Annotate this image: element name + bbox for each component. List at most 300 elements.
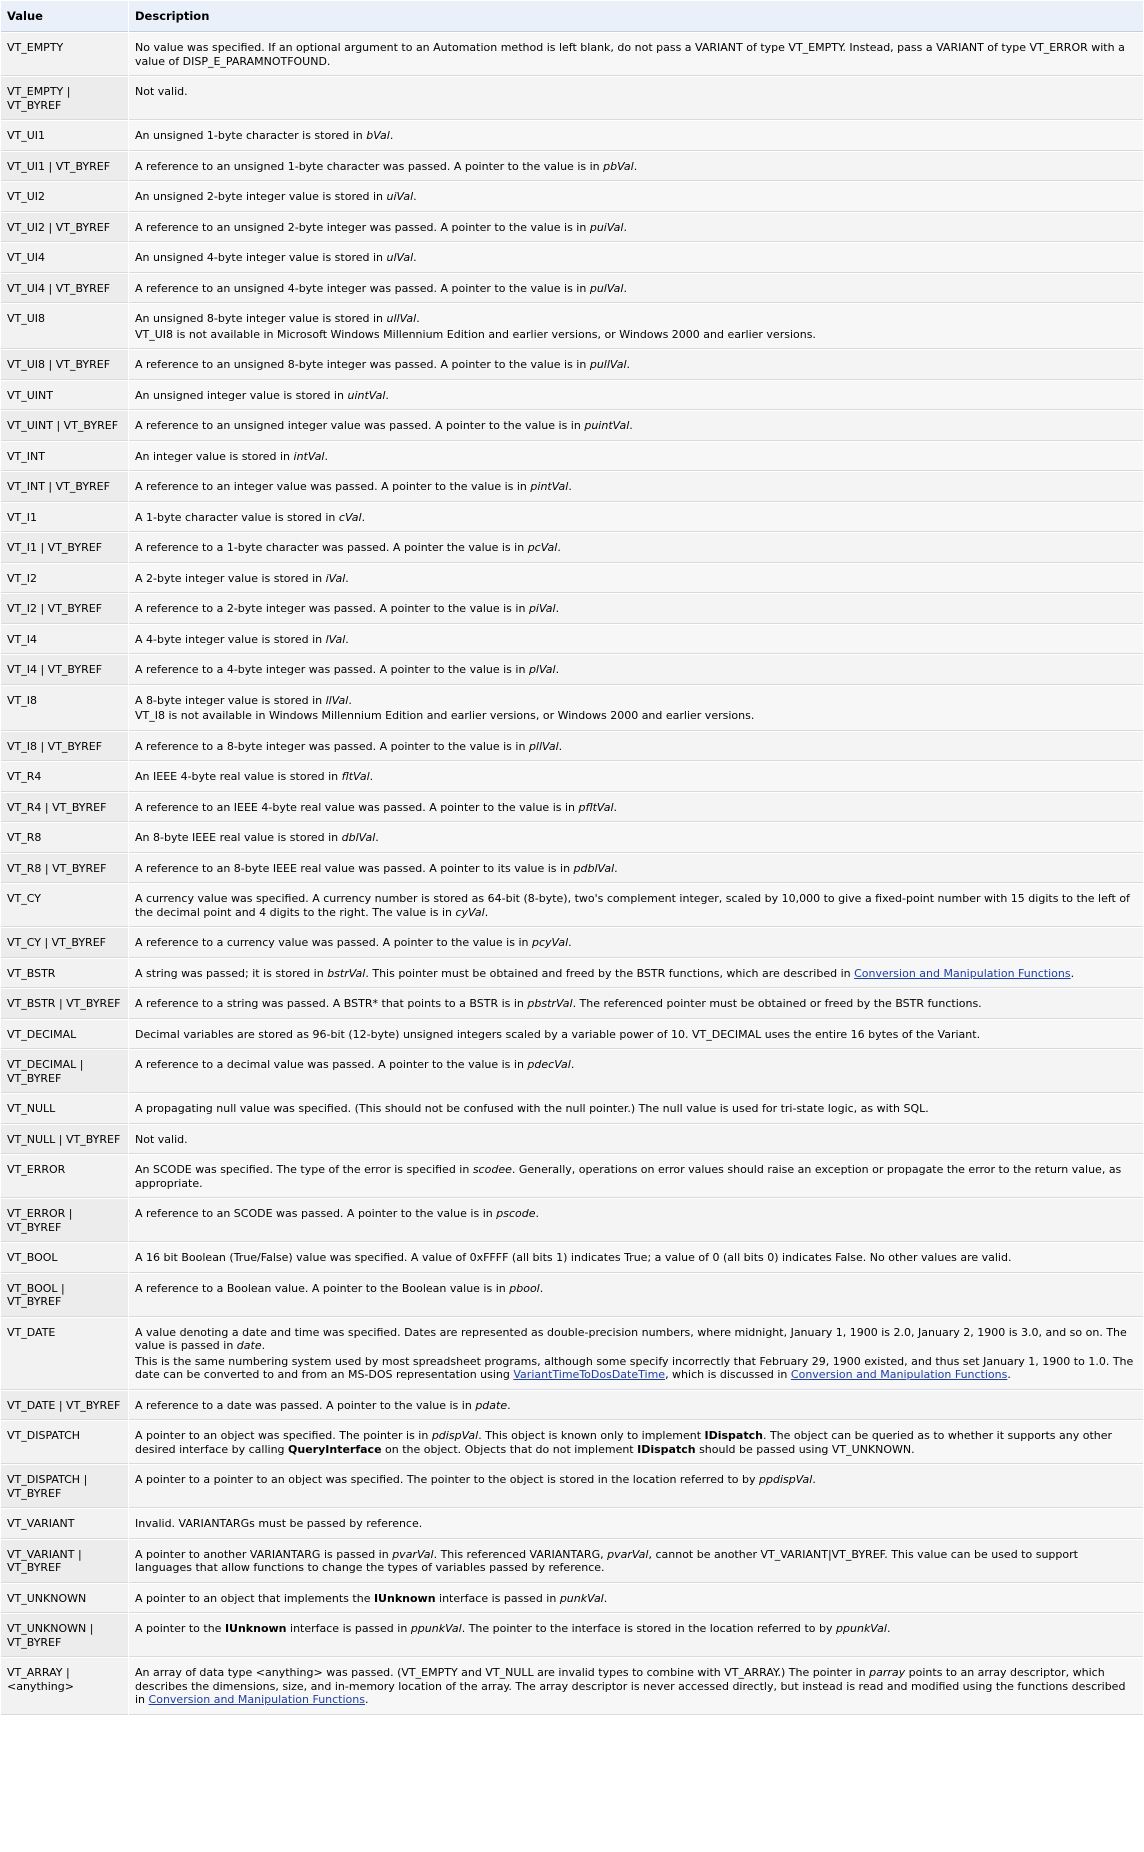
description-text: . bbox=[369, 770, 374, 783]
description-cell bbox=[129, 350, 1143, 380]
table-row bbox=[1, 503, 1143, 533]
description-text: . bbox=[626, 358, 631, 371]
value-cell: VT_NULL | VT_BYREF bbox=[1, 1125, 128, 1155]
description-text: An unsigned 1-byte character is stored in bbox=[135, 129, 367, 142]
description-text: . bbox=[568, 480, 572, 493]
field-name: pintVal bbox=[530, 480, 569, 493]
table-row bbox=[1, 732, 1143, 762]
description-text: . bbox=[558, 739, 563, 753]
description-text: . bbox=[345, 632, 349, 646]
description-text: . bbox=[623, 220, 627, 234]
field-name: pdecVal bbox=[527, 1058, 571, 1071]
field-name: iVal bbox=[325, 571, 346, 585]
description-text: . bbox=[555, 602, 560, 615]
field-name: lVal bbox=[325, 632, 346, 646]
value-cell: VT_UINT bbox=[1, 381, 128, 411]
table-row bbox=[1, 33, 1143, 76]
table-row bbox=[1, 959, 1143, 989]
table-row bbox=[1, 1155, 1143, 1198]
value-cell: VT_ERROR | VT_BYREF bbox=[1, 1199, 128, 1242]
value-cell: VT_UI1 bbox=[1, 121, 128, 151]
description-text: . bbox=[633, 159, 638, 173]
field-name: ullVal bbox=[386, 312, 417, 325]
table-row bbox=[1, 1125, 1143, 1155]
description-text: A 1-byte character value is stored in bbox=[135, 510, 339, 524]
table-row bbox=[1, 1243, 1143, 1273]
description-text: . bbox=[603, 1591, 608, 1605]
description-text: . bbox=[261, 1339, 266, 1352]
value-cell: VT_BOOL bbox=[1, 1243, 128, 1273]
table-row bbox=[1, 152, 1143, 182]
description-text: An unsigned 8-byte integer value is stored in bbox=[135, 312, 387, 325]
description-text: A reference to an unsigned 1-byte character was passed. A pointer to the value is in bbox=[135, 159, 604, 173]
table-row bbox=[1, 686, 1143, 731]
description-cell bbox=[129, 1020, 1143, 1050]
value-cell: VT_UI8 | VT_BYREF bbox=[1, 350, 128, 380]
reference-link[interactable]: VariantTimeToDosDateTime bbox=[513, 1368, 666, 1381]
field-name: plVal bbox=[528, 663, 556, 676]
value-cell: VT_EMPTY bbox=[1, 33, 128, 76]
value-cell: VT_R8 | VT_BYREF bbox=[1, 854, 128, 884]
description-text: An SCODE was specified. The type of the error is specified in bbox=[135, 1163, 473, 1176]
field-name: pbstrVal bbox=[527, 997, 573, 1010]
table-row bbox=[1, 655, 1143, 685]
field-name: pvarVal bbox=[607, 1547, 649, 1561]
description-text: . This pointer must be obtained and freed by the BSTR functions, which are described in bbox=[365, 966, 855, 980]
description-text: A pointer to an object that implements the bbox=[135, 1591, 374, 1605]
description-text: This is the same numbering system used by most spreadsheet programs, although some specify incorrectly that February 29, 1900 existed, and thus set January 1, 1900 to 1.0. The date can be converted to and from an MS-DOS representation using bbox=[135, 1354, 1134, 1381]
description-text: A reference to an IEEE 4-byte real value was passed. A pointer to the value is in bbox=[135, 800, 579, 814]
description-text: . bbox=[413, 190, 417, 203]
description-text: . bbox=[365, 1693, 369, 1706]
reference-link[interactable]: Conversion and Manipulation Functions bbox=[854, 966, 1071, 980]
reference-link[interactable]: Conversion and Manipulation Functions bbox=[790, 1368, 1008, 1381]
description-text: A reference to a 1-byte character was passed. A pointer the value is in bbox=[135, 541, 528, 554]
value-cell: VT_DATE | VT_BYREF bbox=[1, 1391, 128, 1421]
table-row bbox=[1, 381, 1143, 411]
description-cell bbox=[129, 1274, 1143, 1317]
description-cell bbox=[129, 655, 1143, 685]
table-row bbox=[1, 121, 1143, 151]
description-text: A reference to a currency value was passed. A pointer to the value is in bbox=[135, 936, 532, 949]
description-text: A string was passed; it is stored in bbox=[135, 966, 328, 980]
description-cell bbox=[129, 884, 1143, 927]
value-cell: VT_VARIANT | VT_BYREF bbox=[1, 1540, 128, 1583]
description-text: A 16 bit Boolean (True/False) value was specified. A value of 0xFFFF (all bits 1) indicates True; a value of 0 (all bits 0) indicates False. No other values are valid. bbox=[135, 1251, 1012, 1264]
description-text: points to an array descriptor, which describes the dimensions, size, and in-memory location of the array. The array descriptor is never accessed directly, but instead is read and modified using the functions described in bbox=[135, 1666, 1126, 1706]
table-header-row bbox=[1, 1, 1143, 32]
description-text: A reference to an SCODE was passed. A pointer to the value is in bbox=[135, 1207, 497, 1220]
description-text: , which is discussed in bbox=[665, 1368, 791, 1381]
description-cell bbox=[129, 1614, 1143, 1657]
table-row bbox=[1, 564, 1143, 594]
description-cell bbox=[129, 1318, 1143, 1390]
description-cell bbox=[129, 1421, 1143, 1464]
description-text: . bbox=[555, 663, 560, 676]
field-name: pdispVal bbox=[431, 1429, 479, 1442]
table-row bbox=[1, 1465, 1143, 1508]
description-text: . bbox=[535, 1207, 539, 1220]
table-body bbox=[1, 33, 1143, 1715]
description-text: A reference to a string was passed. A BSTR* that points to a BSTR is in bbox=[135, 997, 528, 1010]
description-text: An unsigned 4-byte integer value is stored in bbox=[135, 251, 387, 264]
description-paragraph bbox=[135, 709, 1137, 723]
field-name: bstrVal bbox=[327, 966, 366, 980]
field-name: llVal bbox=[325, 693, 349, 707]
description-text: . bbox=[812, 1473, 816, 1486]
description-cell bbox=[129, 411, 1143, 441]
table-row bbox=[1, 304, 1143, 349]
table-row bbox=[1, 213, 1143, 243]
field-name: scodee bbox=[472, 1163, 512, 1176]
description-text: A reference to an 8-byte IEEE real value was passed. A pointer to its value is in bbox=[135, 861, 574, 875]
table-row bbox=[1, 1050, 1143, 1093]
description-cell bbox=[129, 854, 1143, 884]
table-row bbox=[1, 442, 1143, 472]
value-cell: VT_I4 bbox=[1, 625, 128, 655]
value-cell: VT_I8 | VT_BYREF bbox=[1, 732, 128, 762]
description-text: . bbox=[1070, 966, 1075, 980]
description-cell bbox=[129, 472, 1143, 502]
field-name: ulVal bbox=[386, 251, 414, 264]
description-text: Not valid. bbox=[135, 85, 188, 98]
description-cell bbox=[129, 213, 1143, 243]
description-cell bbox=[129, 686, 1143, 731]
description-text: . bbox=[385, 388, 389, 402]
value-cell: VT_UI8 bbox=[1, 304, 128, 349]
description-text: . bbox=[389, 129, 394, 142]
table-row bbox=[1, 989, 1143, 1019]
description-text: . bbox=[629, 419, 633, 432]
value-cell: VT_R4 bbox=[1, 762, 128, 792]
description-text: A pointer to another VARIANTARG is passed in bbox=[135, 1547, 393, 1561]
field-name: pdate bbox=[475, 1398, 508, 1412]
field-name: pbVal bbox=[603, 159, 634, 173]
value-cell: VT_DECIMAL bbox=[1, 1020, 128, 1050]
description-text: A reference to a 4-byte integer was passed. A pointer to the value is in bbox=[135, 663, 529, 676]
description-text: An IEEE 4-byte real value is stored in bbox=[135, 770, 342, 783]
table-row bbox=[1, 1540, 1143, 1583]
description-cell bbox=[129, 823, 1143, 853]
description-text: . bbox=[348, 693, 352, 707]
field-name: pscode bbox=[496, 1207, 536, 1220]
table-row bbox=[1, 1094, 1143, 1124]
table-row bbox=[1, 928, 1143, 958]
description-cell bbox=[129, 564, 1143, 594]
description-text: . This referenced VARIANTARG, bbox=[433, 1547, 608, 1561]
value-cell: VT_UI4 bbox=[1, 243, 128, 273]
table-row bbox=[1, 854, 1143, 884]
description-text: . bbox=[361, 510, 366, 524]
value-cell: VT_VARIANT bbox=[1, 1509, 128, 1539]
description-text: A reference to an unsigned 8-byte integer was passed. A pointer to the value is in bbox=[135, 358, 590, 371]
description-text: Decimal variables are stored as 96-bit (12-byte) unsigned integers scaled by a variable power of 10. VT_DECIMAL uses the entire 16 bytes of the Variant. bbox=[135, 1027, 981, 1041]
description-text: . bbox=[416, 312, 420, 325]
description-cell bbox=[129, 1465, 1143, 1508]
description-text: A reference to an integer value was passed. A pointer to the value is in bbox=[135, 480, 531, 493]
field-name: pullVal bbox=[589, 358, 627, 371]
description-cell bbox=[129, 243, 1143, 273]
description-text: A 4-byte integer value is stored in bbox=[135, 632, 326, 646]
description-text: . bbox=[557, 541, 561, 554]
field-name: cVal bbox=[338, 510, 362, 524]
field-name: uintVal bbox=[347, 388, 386, 402]
description-text: A pointer to an object was specified. The pointer is in bbox=[135, 1429, 432, 1442]
value-cell: VT_DISPATCH | VT_BYREF bbox=[1, 1465, 128, 1508]
description-text: . bbox=[1007, 1368, 1011, 1381]
value-cell: VT_ARRAY | <anything> bbox=[1, 1658, 128, 1715]
description-text: . bbox=[375, 831, 379, 844]
interface-name: IDispatch bbox=[637, 1442, 696, 1456]
value-cell: VT_BSTR bbox=[1, 959, 128, 989]
value-cell: VT_CY bbox=[1, 884, 128, 927]
description-cell bbox=[129, 1155, 1143, 1198]
field-name: parray bbox=[869, 1666, 906, 1679]
description-text: . The pointer to the interface is stored in the location referred to by bbox=[461, 1622, 837, 1635]
description-text: . This object is known only to implement bbox=[478, 1429, 705, 1442]
description-text: . bbox=[507, 1398, 511, 1412]
table-row bbox=[1, 533, 1143, 563]
field-name: ppunkVal bbox=[410, 1622, 462, 1635]
description-cell bbox=[129, 732, 1143, 762]
description-text: . bbox=[413, 251, 417, 264]
value-cell: VT_R4 | VT_BYREF bbox=[1, 793, 128, 823]
description-text: interface is passed in bbox=[286, 1622, 411, 1635]
field-name: dblVal bbox=[341, 831, 376, 844]
value-cell: VT_INT bbox=[1, 442, 128, 472]
value-cell: VT_I2 bbox=[1, 564, 128, 594]
description-cell bbox=[129, 1243, 1143, 1273]
description-text: No value was specified. If an optional argument to an Automation method is left blank, do not pass a VARIANT of type VT_EMPTY. Instead, pass a VARIANT of type VT_ERROR with a value of DISP_E_PARAMNOTFOUND. bbox=[135, 41, 1125, 68]
reference-link[interactable]: Conversion and Manipulation Functions bbox=[148, 1693, 365, 1706]
field-name: pulVal bbox=[589, 281, 624, 295]
description-text: . The referenced pointer must be obtained or freed by the BSTR functions. bbox=[572, 997, 982, 1010]
description-text: . bbox=[568, 936, 572, 949]
value-cell: VT_R8 bbox=[1, 823, 128, 853]
description-text: . bbox=[623, 281, 627, 295]
value-cell: VT_NULL bbox=[1, 1094, 128, 1124]
value-cell: VT_DATE bbox=[1, 1318, 128, 1390]
table-row bbox=[1, 274, 1143, 304]
description-text: An unsigned 2-byte integer value is stored in bbox=[135, 190, 387, 203]
value-cell: VT_I4 | VT_BYREF bbox=[1, 655, 128, 685]
description-text: An integer value is stored in bbox=[135, 449, 294, 463]
description-cell bbox=[129, 625, 1143, 655]
description-cell bbox=[129, 381, 1143, 411]
table-row bbox=[1, 1199, 1143, 1242]
description-column-header: Description bbox=[129, 1, 1143, 32]
table-row bbox=[1, 884, 1143, 927]
description-cell bbox=[129, 121, 1143, 151]
description-text: A 8-byte integer value is stored in bbox=[135, 693, 326, 707]
value-cell: VT_UINT | VT_BYREF bbox=[1, 411, 128, 441]
description-cell bbox=[129, 1125, 1143, 1155]
description-text: . bbox=[570, 1058, 575, 1071]
description-text: Invalid. VARIANTARGs must be passed by reference. bbox=[135, 1517, 423, 1530]
description-cell bbox=[129, 533, 1143, 563]
table-row bbox=[1, 411, 1143, 441]
value-cell: VT_EMPTY | VT_BYREF bbox=[1, 77, 128, 120]
table-row bbox=[1, 77, 1143, 120]
table-row bbox=[1, 1584, 1143, 1614]
value-cell: VT_I1 | VT_BYREF bbox=[1, 533, 128, 563]
description-text: on the object. Objects that do not implement bbox=[381, 1442, 638, 1456]
table-row bbox=[1, 1318, 1143, 1390]
description-text: . bbox=[614, 861, 618, 875]
table-row bbox=[1, 472, 1143, 502]
table-row bbox=[1, 793, 1143, 823]
table-row bbox=[1, 625, 1143, 655]
description-text: . bbox=[345, 571, 349, 585]
table-row bbox=[1, 1509, 1143, 1539]
value-cell: VT_UI1 | VT_BYREF bbox=[1, 152, 128, 182]
field-name: fltVal bbox=[341, 770, 370, 783]
description-text: VT_UI8 is not available in Microsoft Windows Millennium Edition and earlier versions, or Windows 2000 and earlier versions. bbox=[135, 327, 816, 341]
field-name: pfltVal bbox=[578, 800, 614, 814]
description-paragraph bbox=[135, 1355, 1137, 1382]
field-name: intVal bbox=[293, 449, 325, 463]
description-cell bbox=[129, 304, 1143, 349]
table-row bbox=[1, 1421, 1143, 1464]
value-cell: VT_UNKNOWN | VT_BYREF bbox=[1, 1614, 128, 1657]
value-cell: VT_UNKNOWN bbox=[1, 1584, 128, 1614]
interface-name: IDispatch bbox=[704, 1429, 763, 1442]
description-text: A reference to a 8-byte integer was passed. A pointer to the value is in bbox=[135, 739, 529, 753]
description-cell bbox=[129, 762, 1143, 792]
description-cell bbox=[129, 1584, 1143, 1614]
value-cell: VT_I8 bbox=[1, 686, 128, 731]
value-cell: VT_INT | VT_BYREF bbox=[1, 472, 128, 502]
field-name: pcyVal bbox=[531, 936, 569, 949]
value-column-header: Value bbox=[1, 1, 128, 32]
field-name: puiVal bbox=[589, 220, 624, 234]
description-text: . bbox=[613, 800, 618, 814]
value-cell: VT_I2 | VT_BYREF bbox=[1, 594, 128, 624]
field-name: piVal bbox=[528, 602, 556, 615]
description-text: An 8-byte IEEE real value is stored in bbox=[135, 831, 342, 844]
description-text: A reference to an unsigned integer value was passed. A pointer to the value is in bbox=[135, 419, 585, 432]
description-cell bbox=[129, 1094, 1143, 1124]
table-row bbox=[1, 1391, 1143, 1421]
description-cell bbox=[129, 594, 1143, 624]
field-name: cyVal bbox=[455, 905, 485, 919]
interface-name: IUnknown bbox=[224, 1622, 287, 1635]
value-cell: VT_CY | VT_BYREF bbox=[1, 928, 128, 958]
description-cell bbox=[129, 928, 1143, 958]
field-name: puintVal bbox=[584, 419, 630, 432]
description-text: A reference to an unsigned 4-byte integer was passed. A pointer to the value is in bbox=[135, 281, 590, 295]
description-text: . bbox=[324, 449, 328, 463]
table-row bbox=[1, 594, 1143, 624]
description-text: A reference to an unsigned 2-byte integer was passed. A pointer to the value is in bbox=[135, 220, 590, 234]
value-cell: VT_UI2 | VT_BYREF bbox=[1, 213, 128, 243]
description-text: A reference to a Boolean value. A pointer to the Boolean value is in bbox=[135, 1281, 510, 1295]
value-cell: VT_DISPATCH bbox=[1, 1421, 128, 1464]
description-text: . Generally, operations on error values should raise an exception or propagate the error to the return value, as appropriate. bbox=[135, 1163, 1122, 1190]
description-cell bbox=[129, 1199, 1143, 1242]
field-name: pcVal bbox=[527, 541, 558, 554]
description-text: A currency value was specified. A currency number is stored as 64-bit (8-byte), two's complement integer, scaled by 10,000 to give a fixed-point number with 15 digits to the left of the decimal point and 4 digits to the right. The value is in bbox=[135, 892, 1130, 919]
table-row bbox=[1, 1614, 1143, 1657]
description-cell bbox=[129, 1050, 1143, 1093]
field-name: pvarVal bbox=[392, 1547, 434, 1561]
description-text: An array of data type <anything> was passed. (VT_EMPTY and VT_NULL are invalid types to combine with VT_ARRAY.) The pointer in bbox=[135, 1666, 870, 1679]
value-cell: VT_UI4 | VT_BYREF bbox=[1, 274, 128, 304]
description-cell bbox=[129, 274, 1143, 304]
description-text: A propagating null value was specified. (This should not be confused with the null pointer.) The null value is used for tri-state logic, as with SQL. bbox=[135, 1102, 929, 1115]
field-name: bVal bbox=[366, 129, 390, 142]
description-cell bbox=[129, 182, 1143, 212]
description-text: interface is passed in bbox=[435, 1591, 560, 1605]
description-cell bbox=[129, 33, 1143, 76]
table-row bbox=[1, 1658, 1143, 1715]
description-text: . bbox=[484, 905, 489, 919]
field-name: punkVal bbox=[559, 1591, 604, 1605]
description-cell bbox=[129, 152, 1143, 182]
description-cell bbox=[129, 503, 1143, 533]
field-name: pbool bbox=[509, 1281, 540, 1295]
table-row bbox=[1, 1274, 1143, 1317]
description-text: A reference to a 2-byte integer was passed. A pointer to the value is in bbox=[135, 602, 529, 615]
description-text: A pointer to a pointer to an object was specified. The pointer to the object is stored in the location referred to by bbox=[135, 1473, 759, 1486]
description-text: should be passed using VT_UNKNOWN. bbox=[695, 1442, 915, 1456]
table-row bbox=[1, 1020, 1143, 1050]
description-paragraph bbox=[135, 328, 1137, 342]
description-cell bbox=[129, 442, 1143, 472]
description-text: An unsigned integer value is stored in bbox=[135, 388, 348, 402]
field-name: pllVal bbox=[528, 739, 559, 753]
field-name: ppdispVal bbox=[759, 1473, 813, 1486]
field-name: date bbox=[236, 1339, 262, 1352]
value-cell: VT_BSTR | VT_BYREF bbox=[1, 989, 128, 1019]
description-text: A reference to a decimal value was passed. A pointer to the value is in bbox=[135, 1058, 528, 1071]
description-cell bbox=[129, 77, 1143, 120]
description-cell bbox=[129, 793, 1143, 823]
description-text: Not valid. bbox=[135, 1132, 188, 1146]
table-row bbox=[1, 762, 1143, 792]
description-text: A 2-byte integer value is stored in bbox=[135, 571, 326, 585]
description-cell bbox=[129, 1509, 1143, 1539]
description-text: VT_I8 is not available in Windows Millennium Edition and earlier versions, or Windows 2000 and earlier versions. bbox=[135, 709, 755, 722]
description-text: A pointer to the bbox=[135, 1622, 225, 1635]
description-cell bbox=[129, 1391, 1143, 1421]
field-name: ppunkVal bbox=[836, 1622, 887, 1635]
table-row bbox=[1, 350, 1143, 380]
description-text: . bbox=[539, 1281, 544, 1295]
field-name: pdblVal bbox=[573, 861, 615, 875]
description-text: . bbox=[886, 1622, 891, 1635]
description-text: , cannot be another VT_VARIANT|VT_BYREF. This value can be used to support languages that allow functions to change the types of variables passed by reference. bbox=[135, 1547, 1078, 1574]
table-row bbox=[1, 823, 1143, 853]
table-row bbox=[1, 243, 1143, 273]
description-text: . The object can be queried as to whether it supports any other desired interface by calling bbox=[135, 1429, 1113, 1456]
value-cell: VT_I1 bbox=[1, 503, 128, 533]
description-cell bbox=[129, 1540, 1143, 1583]
value-cell: VT_UI2 bbox=[1, 182, 128, 212]
value-cell: VT_BOOL | VT_BYREF bbox=[1, 1274, 128, 1317]
description-cell bbox=[129, 989, 1143, 1019]
field-name: uiVal bbox=[386, 190, 414, 203]
description-cell bbox=[129, 959, 1143, 989]
description-text: A reference to a date was passed. A pointer to the value is in bbox=[135, 1398, 476, 1412]
value-cell: VT_ERROR bbox=[1, 1155, 128, 1198]
value-cell: VT_DECIMAL | VT_BYREF bbox=[1, 1050, 128, 1093]
description-text: A value denoting a date and time was specified. Dates are represented as double-precision numbers, where midnight, January 1, 1900 is 2.0, January 2, 1900 is 3.0, and so on. The value is passed in bbox=[135, 1325, 1127, 1352]
table-row bbox=[1, 182, 1143, 212]
description-cell bbox=[129, 1658, 1143, 1715]
interface-name: QueryInterface bbox=[288, 1442, 382, 1456]
interface-name: IUnknown bbox=[373, 1591, 436, 1605]
